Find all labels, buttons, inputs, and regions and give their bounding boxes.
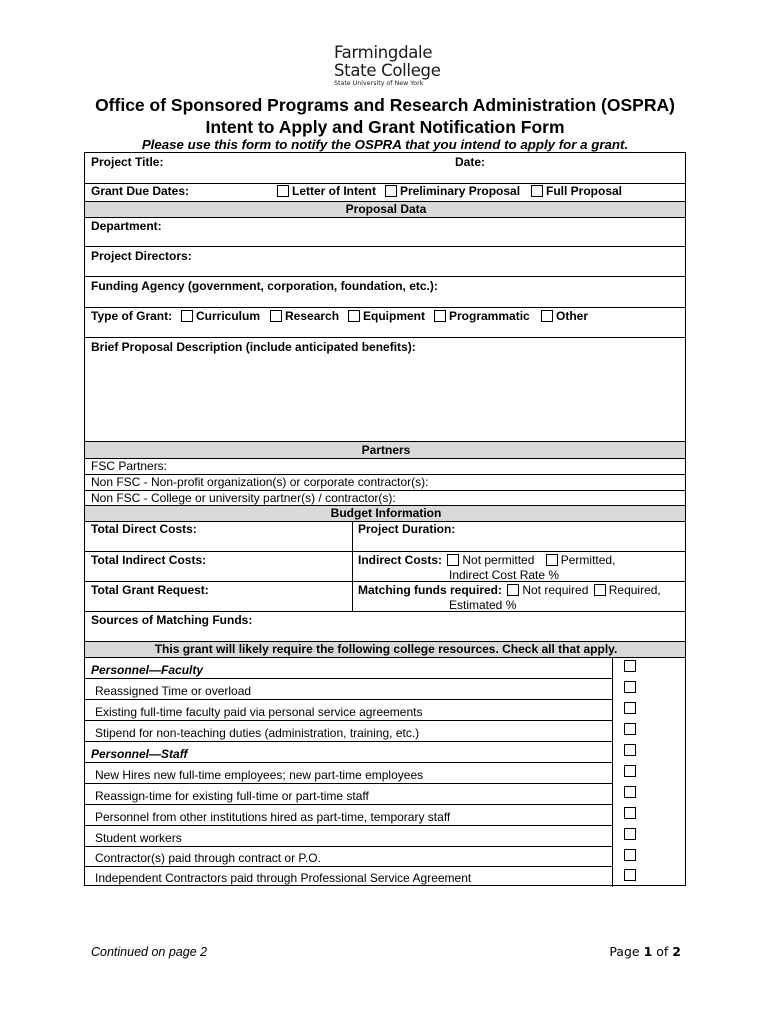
checkbox-icon[interactable] (434, 310, 446, 322)
resource-personnel-faculty: Personnel—Faculty (91, 663, 204, 677)
checkbox-icon[interactable] (270, 310, 282, 322)
non-fsc-college-label: Non FSC - College or university partner(s) / contractor(s): (91, 491, 396, 505)
checkbox-icon[interactable] (541, 310, 553, 322)
due-option-preliminary-proposal[interactable]: Preliminary Proposal (385, 184, 520, 198)
type-of-grant-label: Type of Grant: (91, 309, 173, 323)
resource-item: Reassigned Time or overload (95, 684, 252, 698)
resource-item: Stipend for non-teaching duties (administration, training, etc.) (95, 726, 420, 740)
not-required-option: Not required (522, 583, 589, 597)
checkbox-icon[interactable] (348, 310, 360, 322)
checkbox-icon[interactable] (546, 554, 558, 566)
due-option-full-proposal[interactable]: Full Proposal (531, 184, 622, 198)
resource-item: Reassign-time for existing full-time or part-time staff (95, 789, 369, 803)
indirect-cost-rate-label: Indirect Cost Rate % (449, 568, 560, 582)
project-directors-label: Project Directors: (91, 249, 192, 263)
proposal-data-header: Proposal Data (345, 202, 427, 216)
checkbox-icon[interactable] (594, 584, 606, 596)
resource-checkbox[interactable] (624, 723, 636, 735)
form-title: Intent to Apply and Grant Notification Form (205, 117, 565, 137)
date-label: Date: (455, 155, 486, 169)
partners-header: Partners (361, 443, 411, 457)
college-logo (334, 44, 444, 88)
grant-due-dates-label: Grant Due Dates: (91, 184, 190, 198)
resource-item: Contractor(s) paid through contract or P.O. (95, 851, 321, 865)
matching-funds-label: Matching funds required: (358, 583, 502, 597)
intent-form (84, 152, 686, 886)
resource-checkbox[interactable] (624, 681, 636, 693)
resource-checkbox[interactable] (624, 807, 636, 819)
resource-checkbox[interactable] (624, 702, 636, 714)
funding-agency-label: Funding Agency (government, corporation, foundation, etc.): (91, 279, 438, 293)
logo-line-3: State University of New York (334, 80, 424, 87)
resource-item: New Hires new full-time employees; new part-time employees (95, 768, 424, 782)
continued-note: Continued on page 2 (91, 945, 208, 959)
project-title-label: Project Title: (91, 155, 164, 169)
checkbox-icon[interactable] (447, 554, 459, 566)
grant-type-research[interactable]: Research (270, 309, 339, 323)
estimated-label: Estimated % (449, 598, 517, 612)
sources-of-matching-label: Sources of Matching Funds: (91, 613, 253, 627)
resource-item: Personnel from other institutions hired as part-time, temporary staff (95, 810, 451, 824)
brief-description-label: Brief Proposal Description (include anticipated benefits): (91, 340, 416, 354)
permitted-option: Permitted, (560, 553, 616, 567)
required-option: Required, (608, 583, 661, 597)
resource-checkbox[interactable] (624, 828, 636, 840)
checkbox-icon[interactable] (531, 185, 543, 197)
grant-type-programmatic[interactable]: Programmatic (434, 309, 530, 323)
grant-type-curriculum[interactable]: Curriculum (181, 309, 260, 323)
fsc-partners-label: FSC Partners: (91, 459, 168, 473)
resources-header: This grant will likely require the following college resources. Check all that apply. (154, 642, 618, 656)
resource-item: Independent Contractors paid through Professional Service Agreement (95, 871, 472, 885)
checkbox-icon[interactable] (181, 310, 193, 322)
total-direct-costs-label: Total Direct Costs: (91, 522, 197, 536)
grant-type-other[interactable]: Other (541, 309, 588, 323)
checkbox-icon[interactable] (385, 185, 397, 197)
grant-type-equipment[interactable]: Equipment (348, 309, 425, 323)
resource-checkbox[interactable] (624, 765, 636, 777)
matching-funds-row (358, 583, 661, 597)
not-permitted-option: Not permitted (462, 553, 535, 567)
non-fsc-nonprofit-label: Non FSC - Non-profit organization(s) or corporate contractor(s): (91, 475, 429, 489)
resource-checkbox[interactable] (624, 660, 636, 672)
indirect-costs-label: Indirect Costs: (358, 553, 443, 567)
total-grant-request-label: Total Grant Request: (91, 583, 209, 597)
project-duration-label: Project Duration: (358, 522, 456, 536)
due-option-letter-of-intent[interactable]: Letter of Intent (277, 184, 376, 198)
page-title: Office of Sponsored Programs and Research Administration (OSPRA) (95, 95, 675, 115)
budget-information-header: Budget Information (330, 506, 442, 520)
form-instructions: Please use this form to notify the OSPRA that you intend to apply for a grant. (141, 137, 629, 152)
resource-checkbox[interactable] (624, 849, 636, 861)
resource-checkbox[interactable] (624, 744, 636, 756)
total-indirect-costs-label: Total Indirect Costs: (91, 553, 207, 567)
page-number: Page 1 of 2 (609, 944, 681, 959)
indirect-costs-row (358, 553, 615, 567)
logo-line-1: Farmingdale (334, 43, 433, 62)
resource-item: Existing full-time faculty paid via personal service agreements (95, 705, 423, 719)
resource-checkbox[interactable] (624, 869, 636, 881)
resource-item: Student workers (95, 831, 182, 845)
logo-line-2: State College (334, 61, 441, 80)
checkbox-icon[interactable] (507, 584, 519, 596)
department-label: Department: (91, 219, 162, 233)
checkbox-icon[interactable] (277, 185, 289, 197)
resource-checkbox[interactable] (624, 786, 636, 798)
resource-personnel-staff: Personnel—Staff (91, 747, 188, 761)
